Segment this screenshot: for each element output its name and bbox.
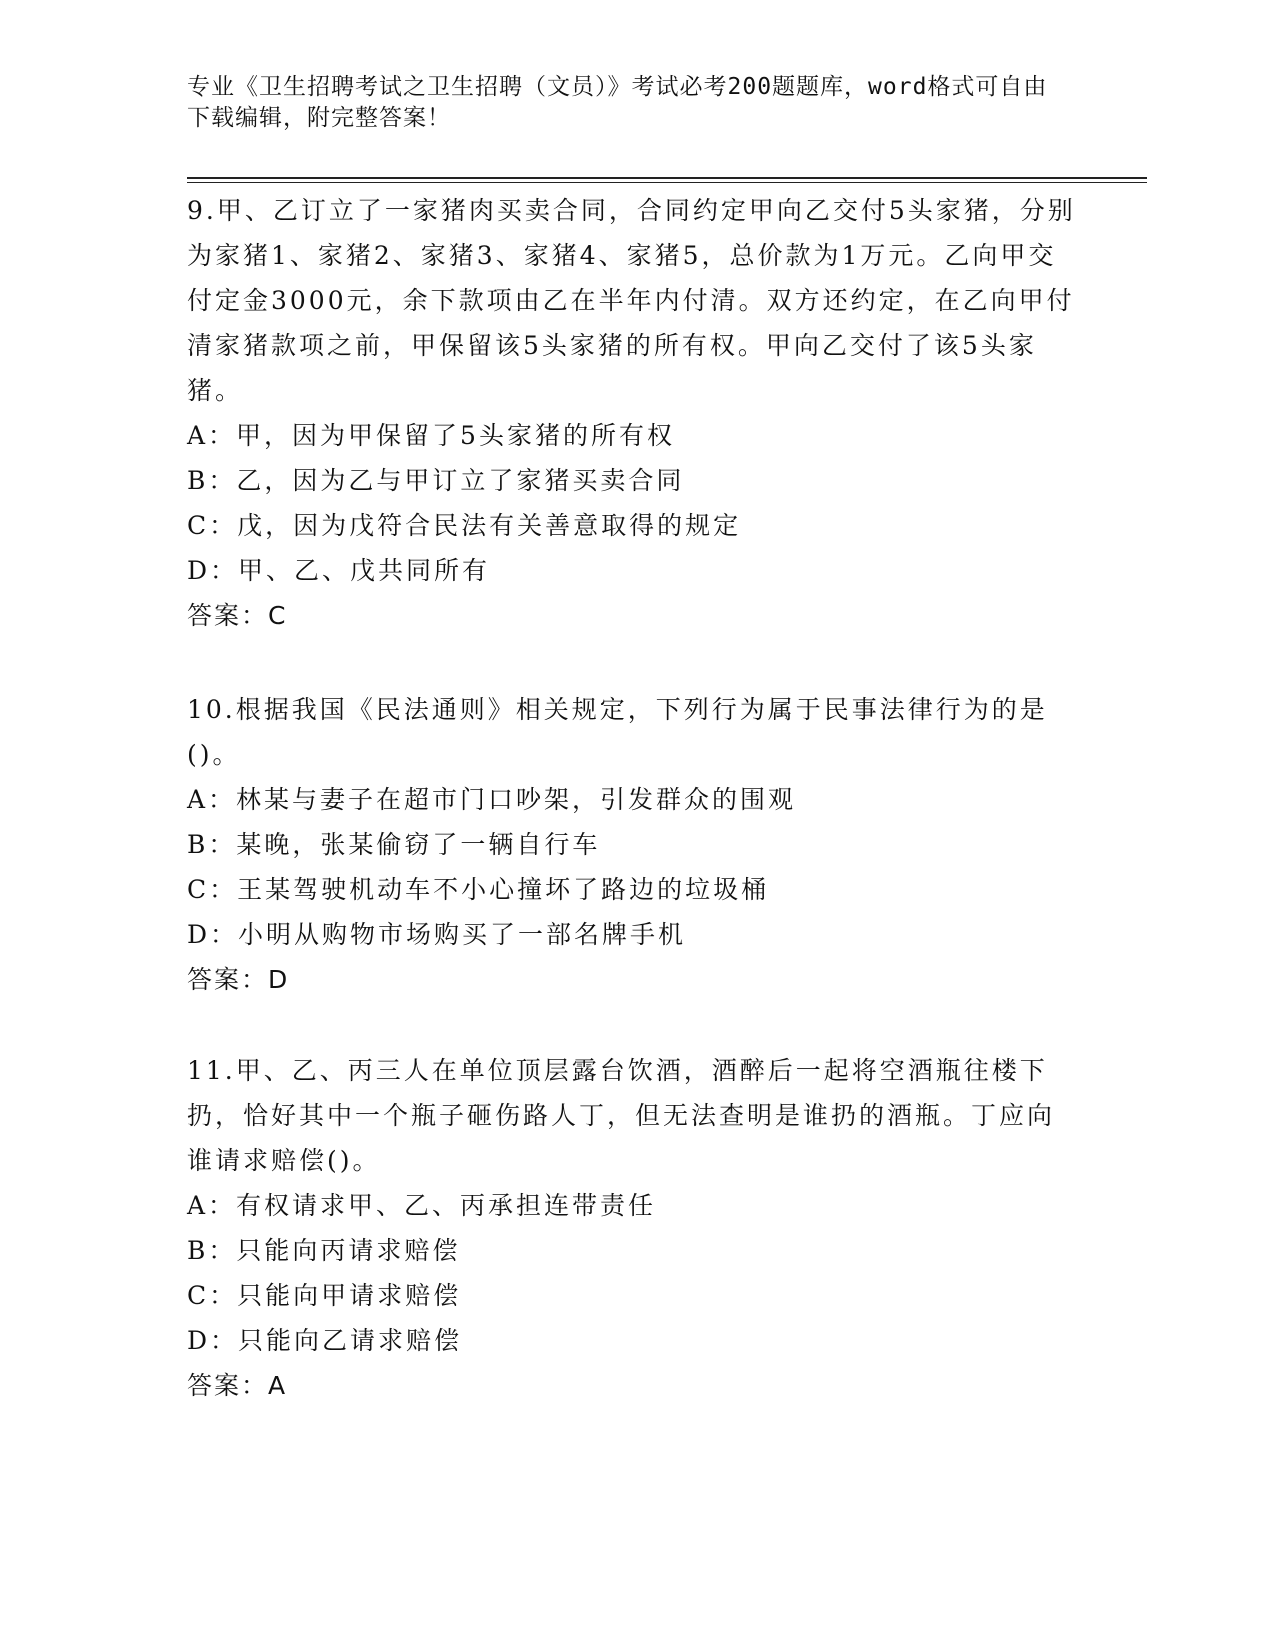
option-b: B：某晚，张某偷窃了一辆自行车	[187, 830, 601, 859]
option-a: A：有权请求甲、乙、丙承担连带责任	[187, 1191, 657, 1220]
answer: 答案：C	[187, 601, 288, 630]
option-d: D：小明从购物市场购买了一部名牌手机	[187, 920, 687, 949]
header-divider-thick	[187, 177, 1147, 179]
option-c: C：只能向甲请求赔偿	[187, 1281, 462, 1310]
option-b: B：乙，因为乙与甲订立了家猪买卖合同	[187, 466, 685, 495]
question-stem: 9.甲、乙订立了一家猪肉买卖合同，合同约定甲向乙交付5头家猪，分别为家猪1、家猪2、家猪3、家猪4、家猪5，总价款为1万元。乙向甲交付定金3000元，余下款项由乙在半年内付清。双方还约定，在乙向甲付清家猪款项之前，甲保留该5头家猪的所有权。甲向乙交付了该5头家猪。	[187, 196, 1076, 405]
answer: 答案：A	[187, 1371, 288, 1400]
option-b: B：只能向丙请求赔偿	[187, 1236, 461, 1265]
header-divider-thin	[187, 182, 1147, 183]
question-9	[187, 188, 1077, 638]
document-header: 专业《卫生招聘考试之卫生招聘（文员）》考试必考200题题库，word格式可自由下载编辑，附完整答案！	[187, 74, 1048, 131]
option-a: A：甲，因为甲保留了5头家猪的所有权	[187, 421, 675, 450]
option-a: A：林某与妻子在超市门口吵架，引发群众的围观	[187, 785, 797, 814]
question-11	[187, 1048, 1077, 1408]
option-c: C：戊，因为戊符合民法有关善意取得的规定	[187, 511, 742, 540]
question-stem: 10.根据我国《民法通则》相关规定，下列行为属于民事法律行为的是()。	[187, 695, 1048, 769]
answer: 答案：D	[187, 965, 290, 994]
option-d: D：甲、乙、戊共同所有	[187, 556, 491, 585]
question-10	[187, 687, 1077, 1002]
option-d: D：只能向乙请求赔偿	[187, 1326, 463, 1355]
option-c: C：王某驾驶机动车不小心撞坏了路边的垃圾桶	[187, 875, 770, 904]
question-stem: 11.甲、乙、丙三人在单位顶层露台饮酒，酒醉后一起将空酒瓶往楼下扔，恰好其中一个瓶子砸伤路人丁，但无法查明是谁扔的酒瓶。丁应向谁请求赔偿()。	[187, 1056, 1056, 1175]
